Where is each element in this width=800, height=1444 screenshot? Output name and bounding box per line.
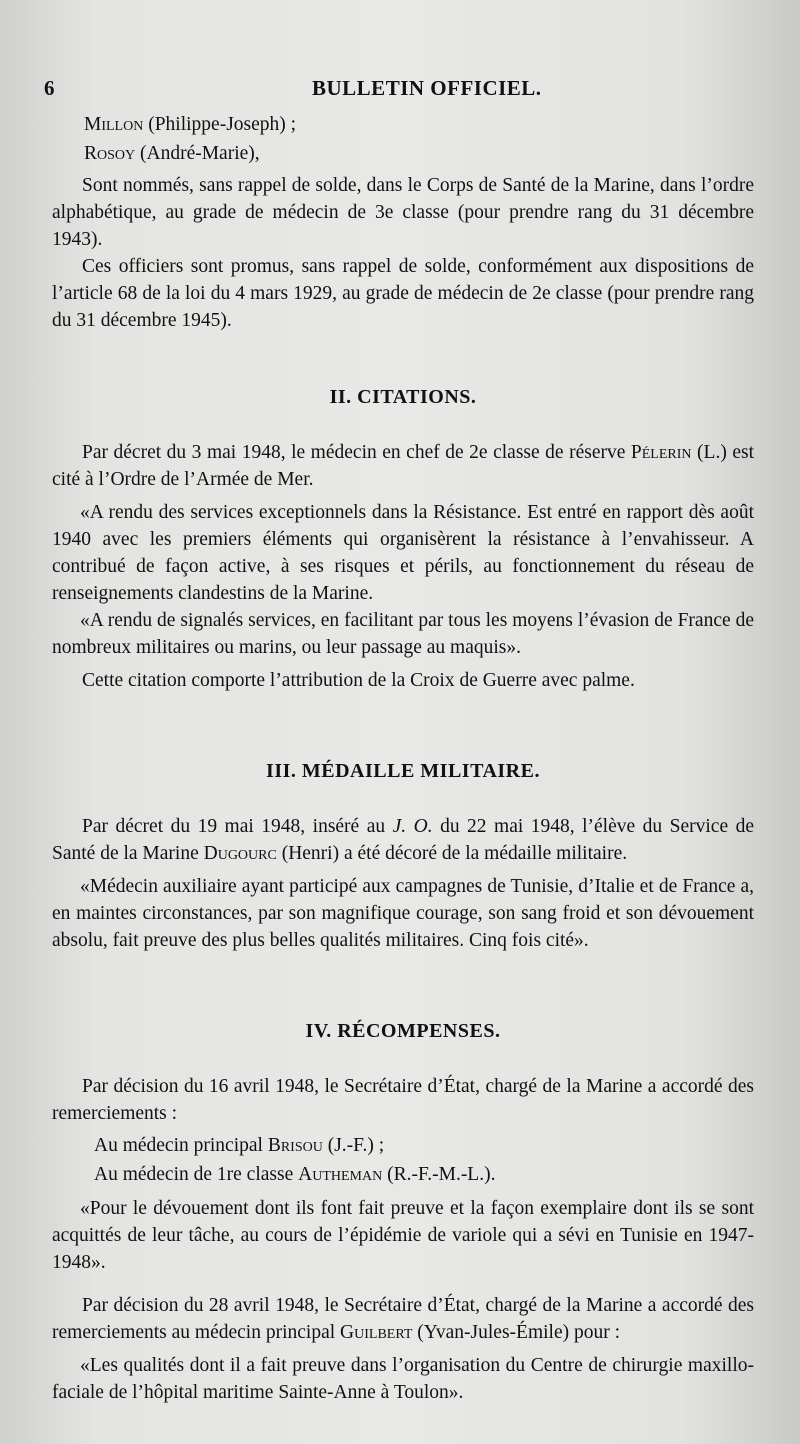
section-heading-recompenses: IV. RÉCOMPENSES. (305, 1020, 501, 1042)
quote-resistance: «A rendu des services exceptionnels dans la Résistance. Est entré en rapport dès août 1940 avec les premiers éléments qui organisèrent la résistance à l’envahisseur. A contribué de façon active, à ses risques et périls, au fonctionnement du réseau de renseignements clandestins de la Marine. (52, 502, 754, 604)
quote-evasion: «A rendu de signalés services, en facilitant par tous les moyens l’évasion de France de nombreux militaires ou marins, ou leur passage au maquis». (52, 610, 754, 658)
quote-variole: «Pour le dévouement dont ils font fait preuve et la façon exemplaire dont ils se sont acquittés de leur tâche, au cours de l’épidémie de variole qui a sévi en Tunisie en 1947-1948». (52, 1198, 754, 1273)
paragraph-nommes: Sont nommés, sans rappel de solde, dans le Corps de Santé de la Marine, dans l’ordre alphabétique, au grade de médecin de 3e classe (pour prendre rang du 31 décembre 1943). (52, 175, 754, 250)
names-list (52, 110, 754, 168)
section-heading-medaille: III. MÉDAILLE MILITAIRE. (266, 760, 540, 782)
recipient-line: Au médecin de 1re classe Autheman (R.-F.-M.-L.). (94, 1164, 496, 1185)
paragraph-croix-de-guerre: Cette citation comporte l’attribution de la Croix de Guerre avec palme. (82, 670, 635, 691)
name-entry: Millon (Philippe-Joseph) ; (84, 114, 297, 135)
paragraph-decision-2: Par décision du 28 avril 1948, le Secrétaire d’État, chargé de la Marine a accordé des remerciements au médecin principal Guilbert (Yvan-Jules-Émile) pour : (52, 1295, 754, 1343)
paragraph-medaille-decree: Par décret du 19 mai 1948, inséré au J. O. du 22 mai 1948, l’élève du Service de Santé de la Marine Dugourc (Henri) a été décoré de la médaille militaire. (52, 816, 754, 864)
paragraph-citation-decree: Par décret du 3 mai 1948, le médecin en chef de 2e classe de réserve Pélerin (L.) est cité à l’Ordre de l’Armée de Mer. (52, 442, 755, 490)
running-title: BULLETIN OFFICIEL. (312, 76, 542, 100)
paragraph-decision-1: Par décision du 16 avril 1948, le Secrétaire d’État, chargé de la Marine a accordé des remerciements : (52, 1076, 754, 1124)
recipient-line: Au médecin principal Brisou (J.-F.) ; (94, 1135, 385, 1156)
section-heading-citations: II. CITATIONS. (329, 386, 477, 408)
page-header (44, 70, 754, 110)
paragraph-promus: Ces officiers sont promus, sans rappel de solde, conformément aux dispositions de l’article 68 de la loi du 4 mars 1929, au grade de médecin de 2e classe (pour prendre rang du 31 décembre 1945). (52, 256, 754, 331)
page-number: 6 (44, 76, 55, 100)
name-entry: Rosoy (André-Marie), (84, 143, 260, 164)
quote-medaille: «Médecin auxiliaire ayant participé aux campagnes de Tunisie, d’Italie et de France a, en maintes circonstances, par son magnifique courage, son sang froid et son dévouement absolu, fait preuve des plus belles qualités militaires. Cinq fois cité». (52, 876, 754, 951)
quote-chirurgie: «Les qualités dont il a fait preuve dans l’organisation du Centre de chirurgie maxillo-faciale de l’hôpital maritime Sainte-Anne à Toulon». (52, 1355, 754, 1403)
